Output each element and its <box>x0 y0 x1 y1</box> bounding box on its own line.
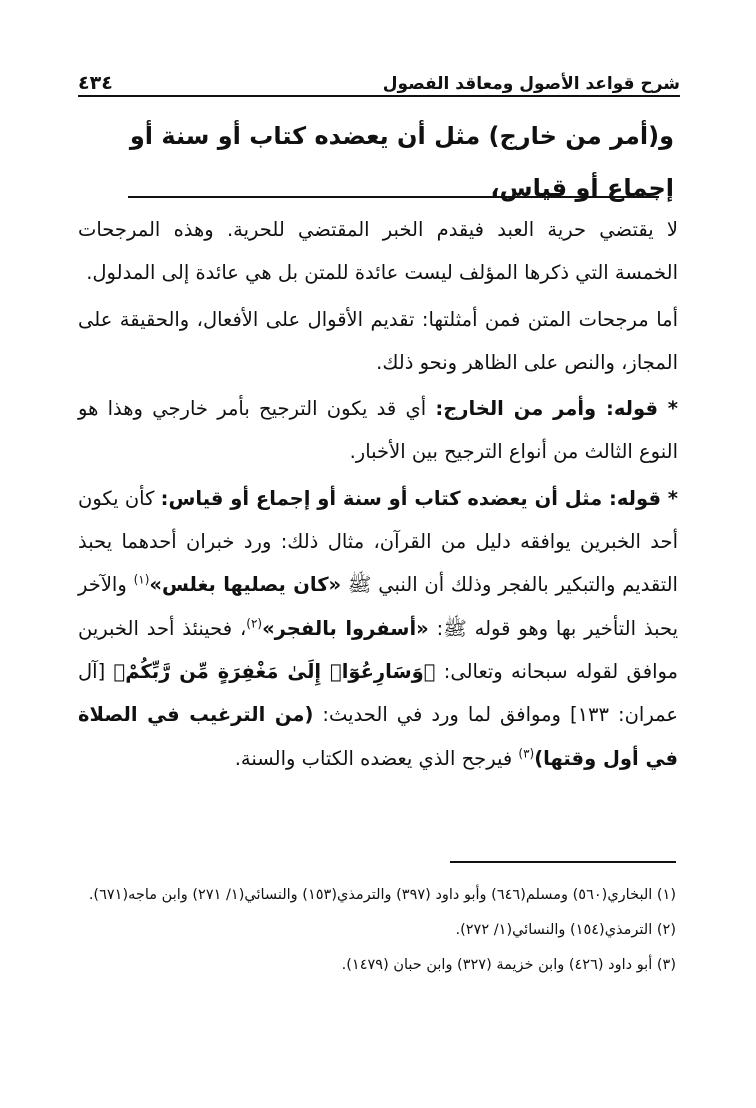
footnote-rule <box>450 861 676 863</box>
commentary-body <box>78 208 678 780</box>
commentary-text: كأن يكون أحد الخبرين يوافقه دليل من القرآن، مثال ذلك: ورد خبران أحدهما يحبذ التقديم والتبكير بالفجر وذلك أن النبي ﷺ <box>78 486 678 597</box>
hadith-quote: (من الترغيب في الصلاة في أول وقتها) <box>78 703 678 770</box>
running-header <box>78 64 680 94</box>
commentary-paragraph <box>78 477 678 780</box>
quran-verse: ﴿وَسَارِعُوٓا۟ إِلَىٰ مَغْفِرَةٍ مِّن رَّبِّكُمْ﴾ <box>113 659 436 683</box>
hadith-quote: «كان يصليها بغلس» <box>149 573 342 597</box>
footnote-marker: (٣) <box>518 746 535 761</box>
commentary-text: أي قد يكون الترجيح بأمر خارجي وهذا هو النوع الثالث من أنواع الترجيح بين الأخبار. <box>78 397 678 464</box>
hadith-quote: «أسفروا بالفجر» <box>262 616 429 640</box>
footnote-marker: (٢) <box>246 616 263 631</box>
matn-rule <box>128 196 659 198</box>
matn-text: و(أمر من خارج) مثل أن يعضده كتاب أو سنة أو إجماع أو قياس، <box>129 122 674 202</box>
commentary-lead: * قوله: وأمر من الخارج: <box>435 397 679 421</box>
commentary-text: ، فحينئذ أحد الخبرين موافق لقوله سبحانه وتعالى: <box>78 616 679 683</box>
commentary-text: فيرجح الذي يعضده الكتاب والسنة. <box>234 746 513 770</box>
page-number: ٤٣٤ <box>78 72 113 94</box>
header-rule <box>78 95 680 97</box>
footnote: (٣) أبو داود (٤٢٦) وابن خزيمة (٣٢٧) وابن حبان (١٤٧٩). <box>341 957 676 973</box>
paragraph: لا يقتضي حرية العبد فيقدم الخبر المقتضي للحرية. وهذه المرجحات الخمسة التي ذكرها المؤلف ليست عائدة للمتن بل هي عائدة إلى المدلول. <box>78 218 678 285</box>
footnotes <box>78 880 676 980</box>
commentary-paragraph <box>78 387 678 474</box>
verse-reference: [آل عمران: ١٣٣] <box>78 659 678 727</box>
commentary-text: وموافق لما ورد في الحديث: <box>322 703 561 727</box>
footnote-marker: (١) <box>133 572 150 587</box>
footnote: (٢) الترمذي(١٥٤) والنسائي(١/ ٢٧٢). <box>455 922 676 938</box>
footnote: (١) البخاري(٥٦٠) ومسلم(٦٤٦) وأبو داود (٣٩٧) والترمذي(١٥٣) والنسائي(١/ ٢٧١) وابن ماجه(٦٧١). <box>88 887 676 903</box>
commentary-text: والآخر يحبذ التأخير بها وهو قوله ﷺ: <box>78 573 679 640</box>
paragraph: أما مرجحات المتن فمن أمثلتها: تقديم الأقوال على الأفعال، والحقيقة على المجاز، والنص على الظاهر ونحو ذلك. <box>78 307 678 374</box>
book-title: شرح قواعد الأصول ومعاقد الفصول <box>382 74 680 94</box>
commentary-lead: * قوله: مثل أن يعضده كتاب أو سنة أو إجماع أو قياس: <box>160 486 679 510</box>
